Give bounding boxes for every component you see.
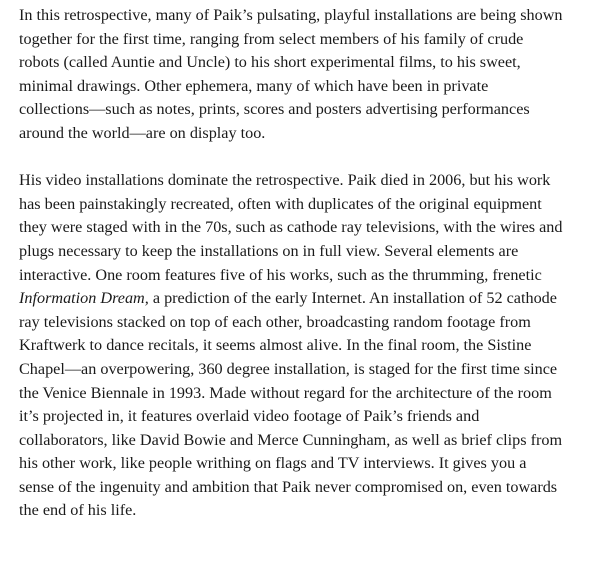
article-body [19,4,591,523]
paragraph-2 [19,169,591,523]
text-line: plugs necessary to keep the installations on in full view. Several elements are [19,241,519,260]
text-line: minimal drawings. Other ephemera, many of which have been in private [19,76,489,95]
text-line: collaborators, like David Bowie and Merce Cunningham, as well as brief clips from [19,430,563,449]
text-line: ray televisions stacked on top of each other, broadcasting random footage from [19,312,531,331]
text-line: the Venice Biennale in 1993. Made without regard for the architecture of the room [19,383,552,402]
text-line: Kraftwerk to dance recitals, it seems almost alive. In the final room, the Sistine [19,336,532,355]
text-line: the end of his life. [19,501,137,520]
text-line: robots (called Auntie and Uncle) to his short experimental films, to his sweet, [19,53,521,72]
text-line: his other work, like people writhing on flags and TV interviews. It gives you a [19,454,527,473]
text-line: sense of the ingenuity and ambition that Paik never compromised on, even towards [19,477,558,496]
text-line: collections—such as notes, prints, scores and posters advertising performances [19,100,530,119]
text-line: around the world—are on display too. [19,123,266,142]
text-line: Chapel—an overpowering, 360 degree installation, is staged for the first time since [19,359,558,378]
text-line-rest: a prediction of the early Internet. An installation of 52 cathode [148,289,557,308]
text-line: has been painstakingly recreated, often with duplicates of the original equipment [19,194,542,213]
text-line-with-title [19,287,591,311]
text-line: they were staged with in the 70s, such as cathode ray televisions, with the wires and [19,218,563,237]
artwork-title: Information Dream, [19,289,149,308]
text-line: In this retrospective, many of Paik’s pulsating, playful installations are being shown [19,6,563,24]
text-line: it’s projected in, it features overlaid video footage of Paik’s friends and [19,407,480,426]
text-line: together for the first time, ranging from select members of his family of crude [19,29,524,48]
paragraph-1 [19,4,591,146]
text-line: His video installations dominate the retrospective. Paik died in 2006, but his work [19,171,551,190]
text-line: interactive. One room features five of his works, such as the thrumming, frenetic [19,265,542,284]
